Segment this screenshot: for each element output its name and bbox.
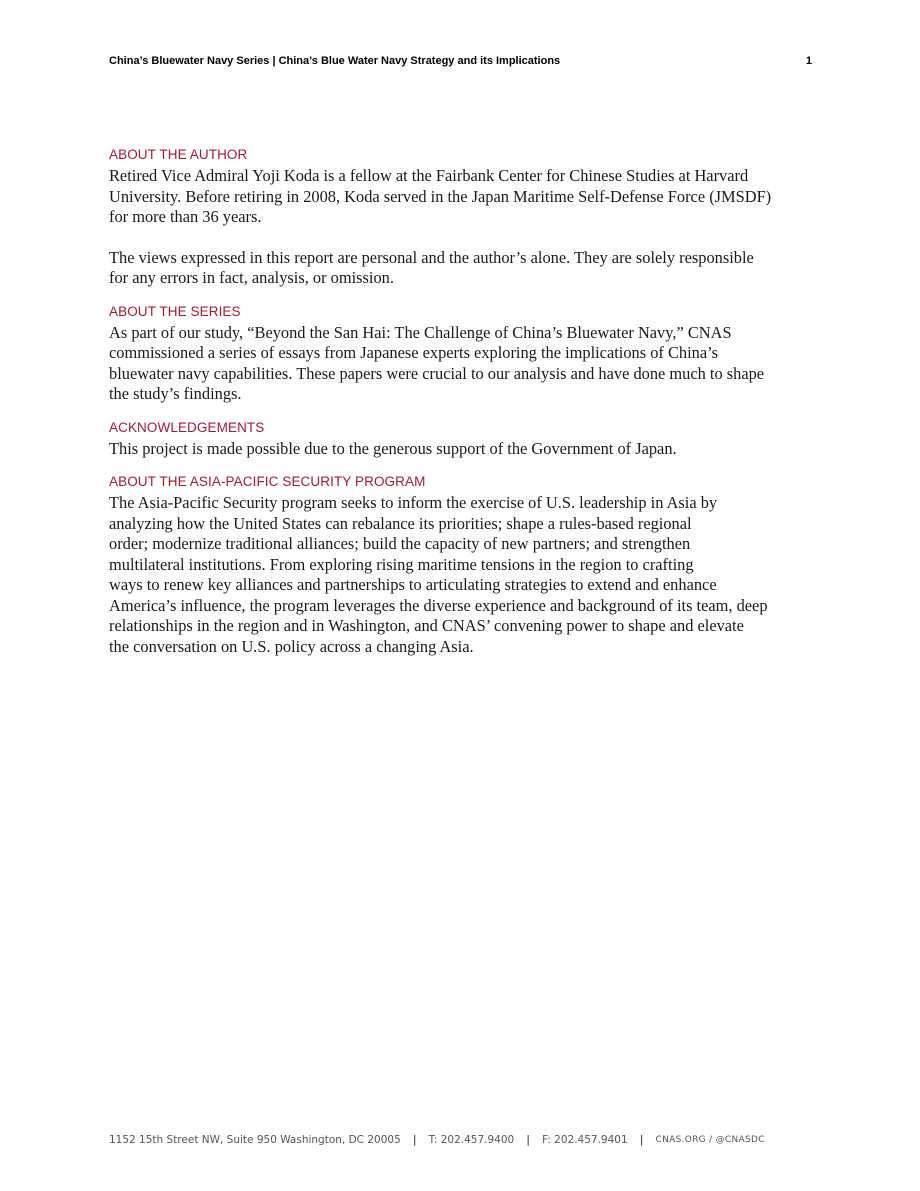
author-paragraph-1: Retired Vice Admiral Yoji Koda is a fellow at the Fairbank Center for Chinese Studies at Harvard University. Before retiring in 2008, Koda served in the Japan Maritime Self-Defense Force (JMSDF) for more than 36 years.: [109, 166, 772, 226]
section-about-series: [109, 304, 812, 405]
series-paragraph: As part of our study, “Beyond the San Hai: The Challenge of China’s Bluewater Navy,” CNAS commissioned a series of essays from Japanese experts exploring the implications of China’s bluewater navy capabilities. These papers were crucial to our analysis and have done much to shape the study’s findings.: [109, 322, 765, 403]
section-acknowledgements: [109, 420, 812, 460]
footer-fax: F: 202.457.9401: [542, 1134, 628, 1146]
acknowledgements-paragraph: This project is made possible due to the generous support of the Government of Japan.: [109, 438, 677, 458]
footer-web-link[interactable]: CNAS.ORG / @CNASDC: [655, 1135, 765, 1145]
page-footer: [109, 1134, 765, 1146]
footer-separator: |: [639, 1134, 644, 1146]
main-content: [109, 147, 812, 672]
page-number: 1: [805, 55, 812, 67]
section-asia-pacific-program: [109, 474, 812, 657]
footer-separator: |: [412, 1134, 417, 1146]
program-paragraph: The Asia-Pacific Security program seeks to inform the exercise of U.S. leadership in Asia by analyzing how the United States can rebalance its priorities; shape a rules-based regional order; modernize traditional alliances; build the capacity of new partners; and strengthen multilateral institutions. From exploring rising maritime tensions in the region to crafting ways to renew key alliances and partnerships to articulating strategies to extend and enhance America’s influence, the program leverages the diverse experience and background of its team, deep relationships in the region and in Washington, and CNAS’ convening power to shape and elevate the conversation on U.S. policy across a changing Asia.: [109, 493, 768, 656]
section-about-author: [109, 147, 812, 289]
section-heading-author: ABOUT THE AUTHOR: [109, 147, 248, 162]
footer-address: 1152 15th Street NW, Suite 950 Washington, DC 20005: [109, 1134, 401, 1146]
footer-separator: |: [526, 1134, 531, 1146]
footer-phone: T: 202.457.9400: [428, 1134, 515, 1146]
section-heading-program: ABOUT THE ASIA-PACIFIC SECURITY PROGRAM: [109, 474, 426, 489]
section-heading-series: ABOUT THE SERIES: [109, 303, 241, 319]
author-paragraph-2: The views expressed in this report are personal and the author’s alone. They are solely responsible for any errors in fact, analysis, or omission.: [109, 247, 754, 287]
header-title: China’s Bluewater Navy Series | China’s Blue Water Navy Strategy and its Implications: [109, 55, 561, 67]
running-header: [109, 55, 812, 67]
section-heading-acknowledgements: ACKNOWLEDGEMENTS: [109, 419, 265, 435]
